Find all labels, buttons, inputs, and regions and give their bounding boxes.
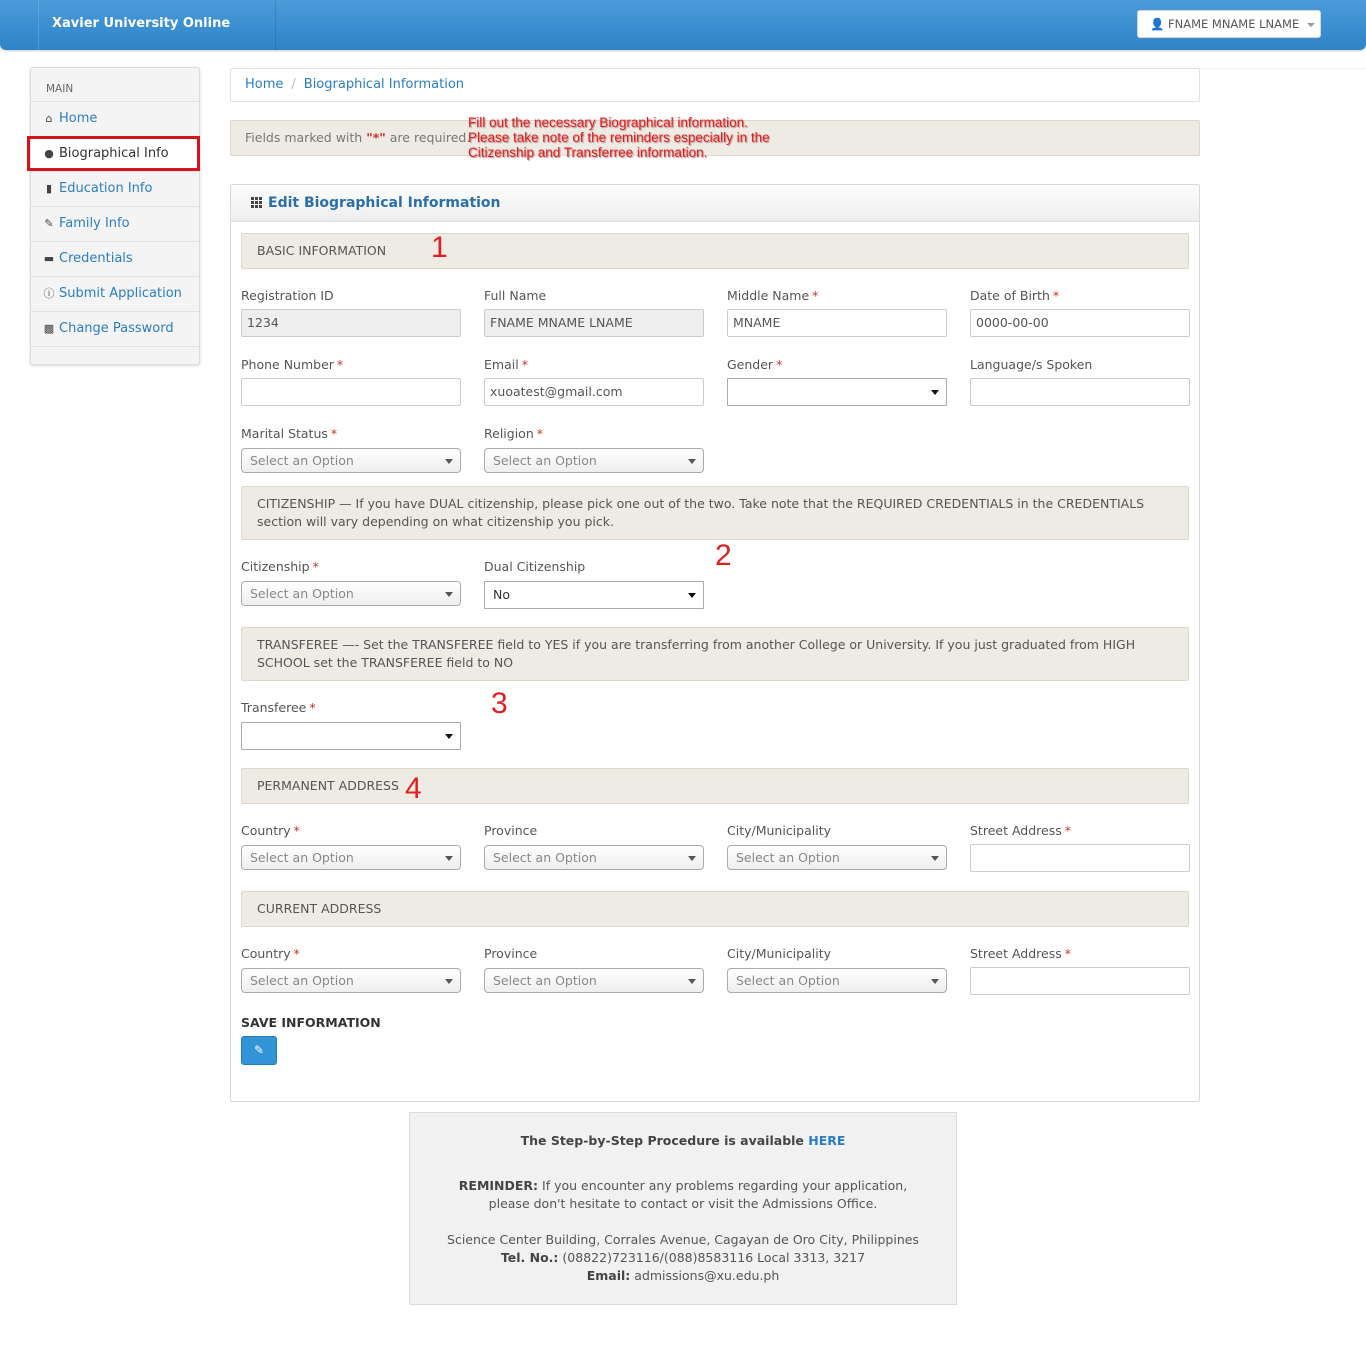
dropdown-arrow-icon — [445, 979, 453, 984]
edit-icon: ✎ — [253, 1043, 265, 1057]
languages-field[interactable] — [970, 378, 1190, 406]
permanent-city-value: Select an Option — [736, 850, 840, 865]
save-information-label: SAVE INFORMATION — [241, 1015, 381, 1030]
book-icon: ▮ — [45, 182, 53, 195]
gender-label — [727, 357, 782, 372]
annotation-number-3: 3 — [491, 687, 508, 720]
religion-label-text: Religion — [484, 426, 534, 441]
panel-title: Edit Biographical Information — [268, 195, 501, 211]
marital-status-label-text: Marital Status — [241, 426, 328, 441]
dual-citizenship-label: Dual Citizenship — [484, 559, 586, 574]
procedure-link[interactable]: HERE — [808, 1133, 846, 1148]
panel-header — [231, 185, 1199, 222]
current-city-select[interactable] — [727, 968, 947, 993]
dropdown-arrow-icon — [445, 592, 453, 597]
folder-open-icon: ▬ — [43, 252, 55, 265]
required-marker: * — [309, 700, 316, 715]
user-icon: ● — [44, 147, 54, 160]
date-of-birth-label-text: Date of Birth — [970, 288, 1050, 303]
annotation-number-4: 4 — [405, 772, 422, 805]
marital-status-label — [241, 426, 337, 441]
dropdown-arrow-icon — [688, 979, 696, 984]
current-city-value: Select an Option — [736, 973, 840, 988]
gender-label-text: Gender — [727, 357, 774, 372]
permanent-address-heading: PERMANENT ADDRESS — [241, 768, 1189, 804]
permanent-province-select[interactable] — [484, 845, 704, 870]
gender-select[interactable] — [727, 378, 947, 406]
date-of-birth-field[interactable]: 0000-00-00 — [970, 309, 1190, 337]
required-marker: * — [293, 946, 300, 961]
reminder-label: REMINDER: — [458, 1178, 539, 1193]
required-marker: * — [812, 288, 819, 303]
office-address: Science Center Building, Corrales Avenue, Cagayan de Oro City, Philippines — [447, 1232, 919, 1247]
marital-status-select[interactable] — [241, 448, 461, 473]
required-marker: * — [521, 357, 528, 372]
sidebar-item-label: Credentials — [59, 251, 133, 266]
middle-name-label-text: Middle Name — [727, 288, 810, 303]
breadcrumb — [230, 68, 1200, 102]
caret-down-icon — [1307, 23, 1315, 27]
current-city-label: City/Municipality — [727, 946, 831, 961]
email-label: Email: — [586, 1268, 631, 1283]
current-country-label-text: Country — [241, 946, 291, 961]
transferee-note: TRANSFEREE —- Set the TRANSFEREE field to YES if you are transferring from another College or University. If you just graduated from HIGH SCHOOL set the TRANSFEREE field to NO — [241, 627, 1189, 681]
info-circle-icon: ⓘ — [43, 287, 55, 300]
religion-select[interactable] — [484, 448, 704, 473]
required-marker: * — [1064, 946, 1071, 961]
current-country-value: Select an Option — [250, 973, 354, 988]
date-of-birth-label — [970, 288, 1059, 303]
sidebar-item-label: Change Password — [59, 321, 174, 336]
sidebar-item-education-info[interactable] — [31, 172, 199, 207]
current-street-field[interactable] — [970, 967, 1190, 995]
tel-value: (08822)723116/(088)8583116 Local 3313, 3217 — [562, 1250, 866, 1265]
dropdown-arrow-icon — [445, 734, 453, 739]
current-country-select[interactable] — [241, 968, 461, 993]
notice-suffix: are required. — [389, 130, 471, 145]
grid-icon — [251, 197, 262, 208]
required-marker: * — [1052, 288, 1060, 303]
middle-name-label — [727, 288, 818, 303]
edit-biographical-panel — [230, 184, 1200, 1102]
dropdown-arrow-icon — [688, 593, 696, 598]
phone-field[interactable] — [241, 378, 461, 406]
dropdown-arrow-icon — [688, 856, 696, 861]
permanent-province-label: Province — [484, 823, 538, 838]
reminder-paragraph — [410, 1177, 956, 1213]
sidebar-item-family-info[interactable] — [31, 207, 199, 242]
sidebar-item-credentials[interactable] — [31, 242, 199, 277]
required-marker: * — [536, 426, 543, 441]
required-marker: * — [776, 357, 783, 372]
permanent-street-label-text: Street Address — [970, 823, 1062, 838]
phone-label — [241, 357, 343, 372]
current-province-label: Province — [484, 946, 538, 961]
divider — [1200, 68, 1366, 69]
procedure-line — [410, 1132, 956, 1150]
marital-status-value: Select an Option — [250, 453, 354, 468]
registration-id-label: Registration ID — [241, 288, 334, 303]
email-label — [484, 357, 528, 372]
required-marker: * — [312, 559, 319, 574]
highlight-box — [27, 136, 200, 171]
annotation-number-2: 2 — [715, 539, 732, 572]
user-menu-button[interactable] — [1137, 10, 1321, 38]
citizenship-label — [241, 559, 319, 574]
brand-title[interactable]: Xavier University Online — [38, 0, 276, 50]
permanent-country-label-text: Country — [241, 823, 291, 838]
notice-prefix: Fields marked with — [245, 130, 363, 145]
annotation-number-1: 1 — [431, 231, 448, 264]
notice-marker: "*" — [366, 130, 386, 145]
permanent-city-select[interactable] — [727, 845, 947, 870]
sidebar — [30, 67, 200, 365]
save-button[interactable] — [241, 1036, 277, 1065]
edit-icon: ✎ — [44, 217, 54, 230]
citizenship-note: CITIZENSHIP — If you have DUAL citizenship, please pick one out of the two. Take note that the REQUIRED CREDENTIALS in the CREDENTIALS section will vary depending on what citizenship you pick. — [241, 486, 1189, 540]
citizenship-value: Select an Option — [250, 586, 354, 601]
citizenship-select[interactable] — [241, 581, 461, 606]
tel-label: Tel. No.: — [500, 1250, 559, 1265]
current-province-value: Select an Option — [493, 973, 597, 988]
email-label-text: Email — [484, 357, 519, 372]
required-marker: * — [330, 426, 338, 441]
current-country-label — [241, 946, 300, 961]
breadcrumb-home-link[interactable]: Home — [245, 77, 284, 92]
religion-label — [484, 426, 543, 441]
sidebar-item-home[interactable] — [31, 102, 199, 137]
email-field[interactable]: xuoatest@gmail.com — [484, 378, 704, 406]
current-province-select[interactable] — [484, 968, 704, 993]
current-street-label-text: Street Address — [970, 946, 1062, 961]
languages-label: Language/s Spoken — [970, 357, 1093, 372]
registration-id-field[interactable]: 1234 — [241, 309, 461, 337]
full-name-field[interactable]: FNAME MNAME LNAME — [484, 309, 704, 337]
sidebar-item-label: Home — [59, 111, 98, 126]
sidebar-item-label: Education Info — [59, 181, 153, 196]
dropdown-arrow-icon — [931, 856, 939, 861]
permanent-country-label — [241, 823, 300, 838]
telephone-line — [410, 1249, 956, 1267]
procedure-text: The Step-by-Step Procedure is available — [520, 1133, 804, 1148]
transferee-label — [241, 700, 316, 715]
required-marker: * — [293, 823, 300, 838]
dropdown-arrow-icon — [445, 856, 453, 861]
sidebar-item-change-password[interactable] — [31, 312, 199, 347]
dual-citizenship-value: No — [493, 587, 510, 602]
permanent-country-value: Select an Option — [250, 850, 354, 865]
middle-name-field[interactable]: MNAME — [727, 309, 947, 337]
dropdown-arrow-icon — [688, 459, 696, 464]
sidebar-item-label: Biographical Info — [59, 146, 169, 161]
reminder-text: If you encounter any problems regarding your application, please don't hesitate to contact or visit the Admissions Office. — [488, 1178, 908, 1211]
dual-citizenship-select[interactable] — [484, 581, 704, 609]
permanent-street-label — [970, 823, 1071, 838]
required-marker: * — [1064, 823, 1071, 838]
email-line — [410, 1267, 956, 1285]
breadcrumb-separator: / — [291, 77, 296, 92]
lock-icon: ▩ — [43, 322, 55, 335]
permanent-street-field[interactable] — [970, 844, 1190, 872]
permanent-country-select[interactable] — [241, 845, 461, 870]
transferee-label-text: Transferee — [241, 700, 307, 715]
email-value: admissions@xu.edu.ph — [634, 1268, 780, 1283]
top-navbar — [0, 0, 1366, 50]
user-name: FNAME MNAME LNAME — [1167, 17, 1300, 31]
full-name-label: Full Name — [484, 288, 547, 303]
dropdown-arrow-icon — [931, 979, 939, 984]
sidebar-item-submit-application[interactable] — [31, 277, 199, 312]
dropdown-arrow-icon — [931, 390, 939, 395]
annotation-note: Fill out the necessary Biographical information. Please take note of the reminders especially in the Citizenship and Transferree information. — [468, 115, 770, 160]
current-address-heading: CURRENT ADDRESS — [241, 891, 1189, 927]
basic-info-heading: BASIC INFORMATION — [241, 233, 1189, 269]
home-icon: ⌂ — [45, 112, 53, 125]
footer-info-box — [409, 1112, 957, 1305]
permanent-province-value: Select an Option — [493, 850, 597, 865]
sidebar-item-label: Family Info — [59, 216, 130, 231]
current-street-label — [970, 946, 1071, 961]
breadcrumb-current-link[interactable]: Biographical Information — [303, 77, 465, 92]
required-marker: * — [336, 357, 344, 372]
citizenship-label-text: Citizenship — [241, 559, 310, 574]
phone-label-text: Phone Number — [241, 357, 334, 372]
sidebar-item-label: Submit Application — [59, 286, 182, 301]
user-icon: 👤 — [1150, 17, 1165, 31]
permanent-city-label: City/Municipality — [727, 823, 831, 838]
transferee-select[interactable] — [241, 722, 461, 750]
religion-value: Select an Option — [493, 453, 597, 468]
dropdown-arrow-icon — [445, 459, 453, 464]
sidebar-heading: MAIN — [31, 68, 199, 102]
